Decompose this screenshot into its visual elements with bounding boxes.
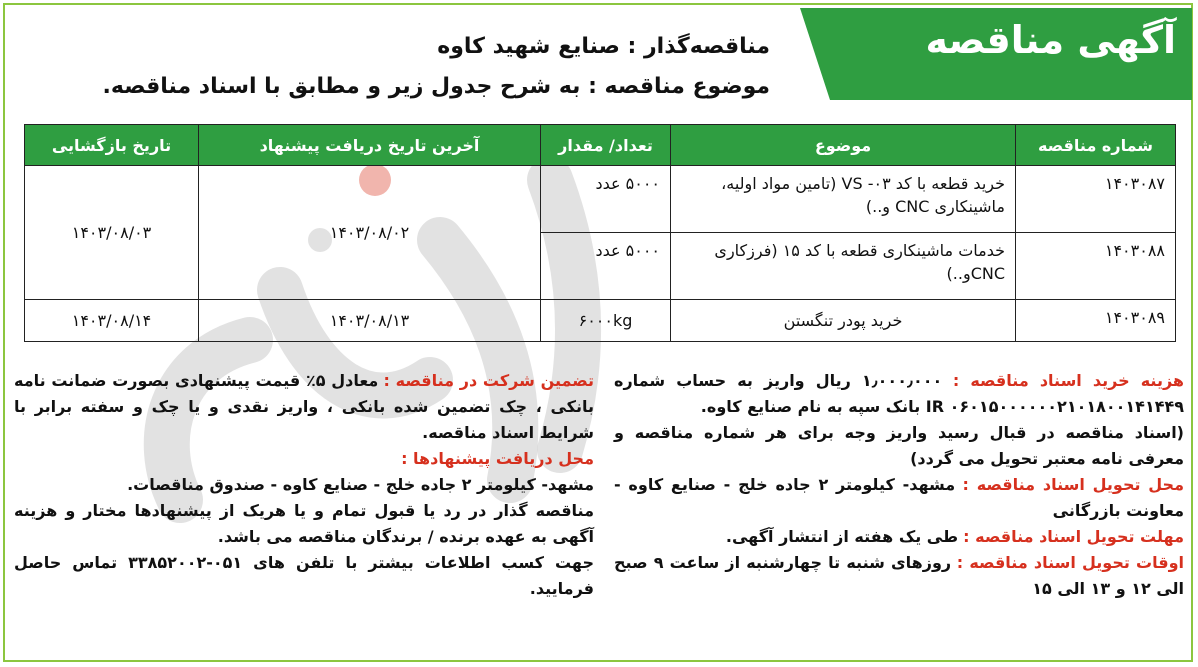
left-column (14, 368, 594, 602)
tender-number: ۱۴۰۳۰۸۸ (1016, 233, 1176, 300)
cost-label: هزینه خرید اسناد مناقصه : (952, 371, 1184, 390)
organizer-line: مناقصه‌گذار : صنایع شهید کاوه (437, 34, 770, 59)
right-column (614, 368, 1184, 602)
hours-label: اوقات تحویل اسناد مناقصه : (956, 553, 1185, 572)
tender-qty: ۶۰۰۰kg (541, 300, 671, 342)
rights-text: مناقصه گذار در رد یا قبول تمام و یا هریک از پیشنهادها مختار و هزینه آگهی به عهده برنده / برندگان مناقصه می باشد. (14, 501, 594, 546)
tender-deadline: ۱۴۰۳/۰۸/۱۳ (199, 300, 541, 342)
guarantee-text: معادل ۵٪ قیمت پیشنهادی بصورت ضمانت نامه بانکی ، چک تضمین شده بانکی ، واریز نقدی و یا چک و سفته برابر با شرایط اسناد مناقصه. (14, 371, 594, 442)
deadline-label: مهلت تحویل اسناد مناقصه : (963, 527, 1184, 546)
contact-text: جهت کسب اطلاعات بیشتر با تلفن های ۰۵۱-۳۳۸۵۲۰۰۲ تماس حاصل فرمایید. (14, 553, 594, 598)
ad-title: آگهی مناقصه (925, 18, 1176, 62)
cost-text: ۱٫۰۰۰٫۰۰۰ ریال واریز به حساب شماره ۰۶۰۱۵۰۰۰۰۰۰۲۱۰۱۸۰۰۱۴۱۴۴۹ IR بانک سپه به نام صنایع کاوه. (614, 371, 1184, 416)
col-header-subject: موضوع (671, 125, 1016, 166)
tender-subject: خدمات ماشینکاری قطعه با کد ۱۵ (فرزکاری CNCو..) (671, 233, 1016, 300)
tender-subject: خرید پودر تنگستن (671, 300, 1016, 342)
tender-qty: ۵۰۰۰ عدد (541, 166, 671, 233)
table-header-row (25, 125, 1176, 166)
tender-deadline: ۱۴۰۳/۰۸/۰۲ (199, 166, 541, 300)
cost-note: (اسناد مناقصه در قبال رسید واریز وجه برای هر شماره مناقصه و معرفی نامه معتبر تحویل می گردد) (614, 423, 1184, 468)
col-header-deadline: آخرین تاریخ دریافت پیشنهاد (199, 125, 541, 166)
delivery-place-text: مشهد- کیلومتر ۲ جاده خلج - صنایع کاوه - معاونت بازرگانی (614, 475, 1184, 520)
col-header-opening: تاریخ بازگشایی (25, 125, 199, 166)
tender-opening: ۱۴۰۳/۰۸/۰۳ (25, 166, 199, 300)
delivery-place-label: محل تحویل اسناد مناقصه : (962, 475, 1184, 494)
subject-line: موضوع مناقصه : به شرح جدول زیر و مطابق با اسناد مناقصه. (102, 74, 770, 99)
guarantee-label: تضمین شرکت در مناقصه : (383, 371, 594, 390)
proposals-label: محل دریافت پیشنهادها : (401, 449, 594, 468)
col-header-number: شماره مناقصه (1016, 125, 1176, 166)
tender-subject: خرید قطعه با کد ۰۳- VS (تامین مواد اولیه، ماشینکاری CNC و..) (671, 166, 1016, 233)
tender-opening: ۱۴۰۳/۰۸/۱۴ (25, 300, 199, 342)
hours-text: روزهای شنبه تا چهارشنبه از ساعت ۹ صبح الی ۱۲ و ۱۳ الی ۱۵ (614, 553, 1184, 598)
table-row (25, 300, 1176, 342)
col-header-qty: تعداد/ مقدار (541, 125, 671, 166)
deadline-text: طی یک هفته از انتشار آگهی. (725, 527, 959, 546)
proposals-text: مشهد- کیلومتر ۲ جاده خلج - صنایع کاوه - صندوق مناقصات. (127, 475, 594, 494)
tender-table (24, 124, 1176, 342)
table-row (25, 166, 1176, 233)
tender-number: ۱۴۰۳۰۸۷ (1016, 166, 1176, 233)
tender-qty: ۵۰۰۰ عدد (541, 233, 671, 300)
tender-number: ۱۴۰۳۰۸۹ (1016, 300, 1176, 342)
